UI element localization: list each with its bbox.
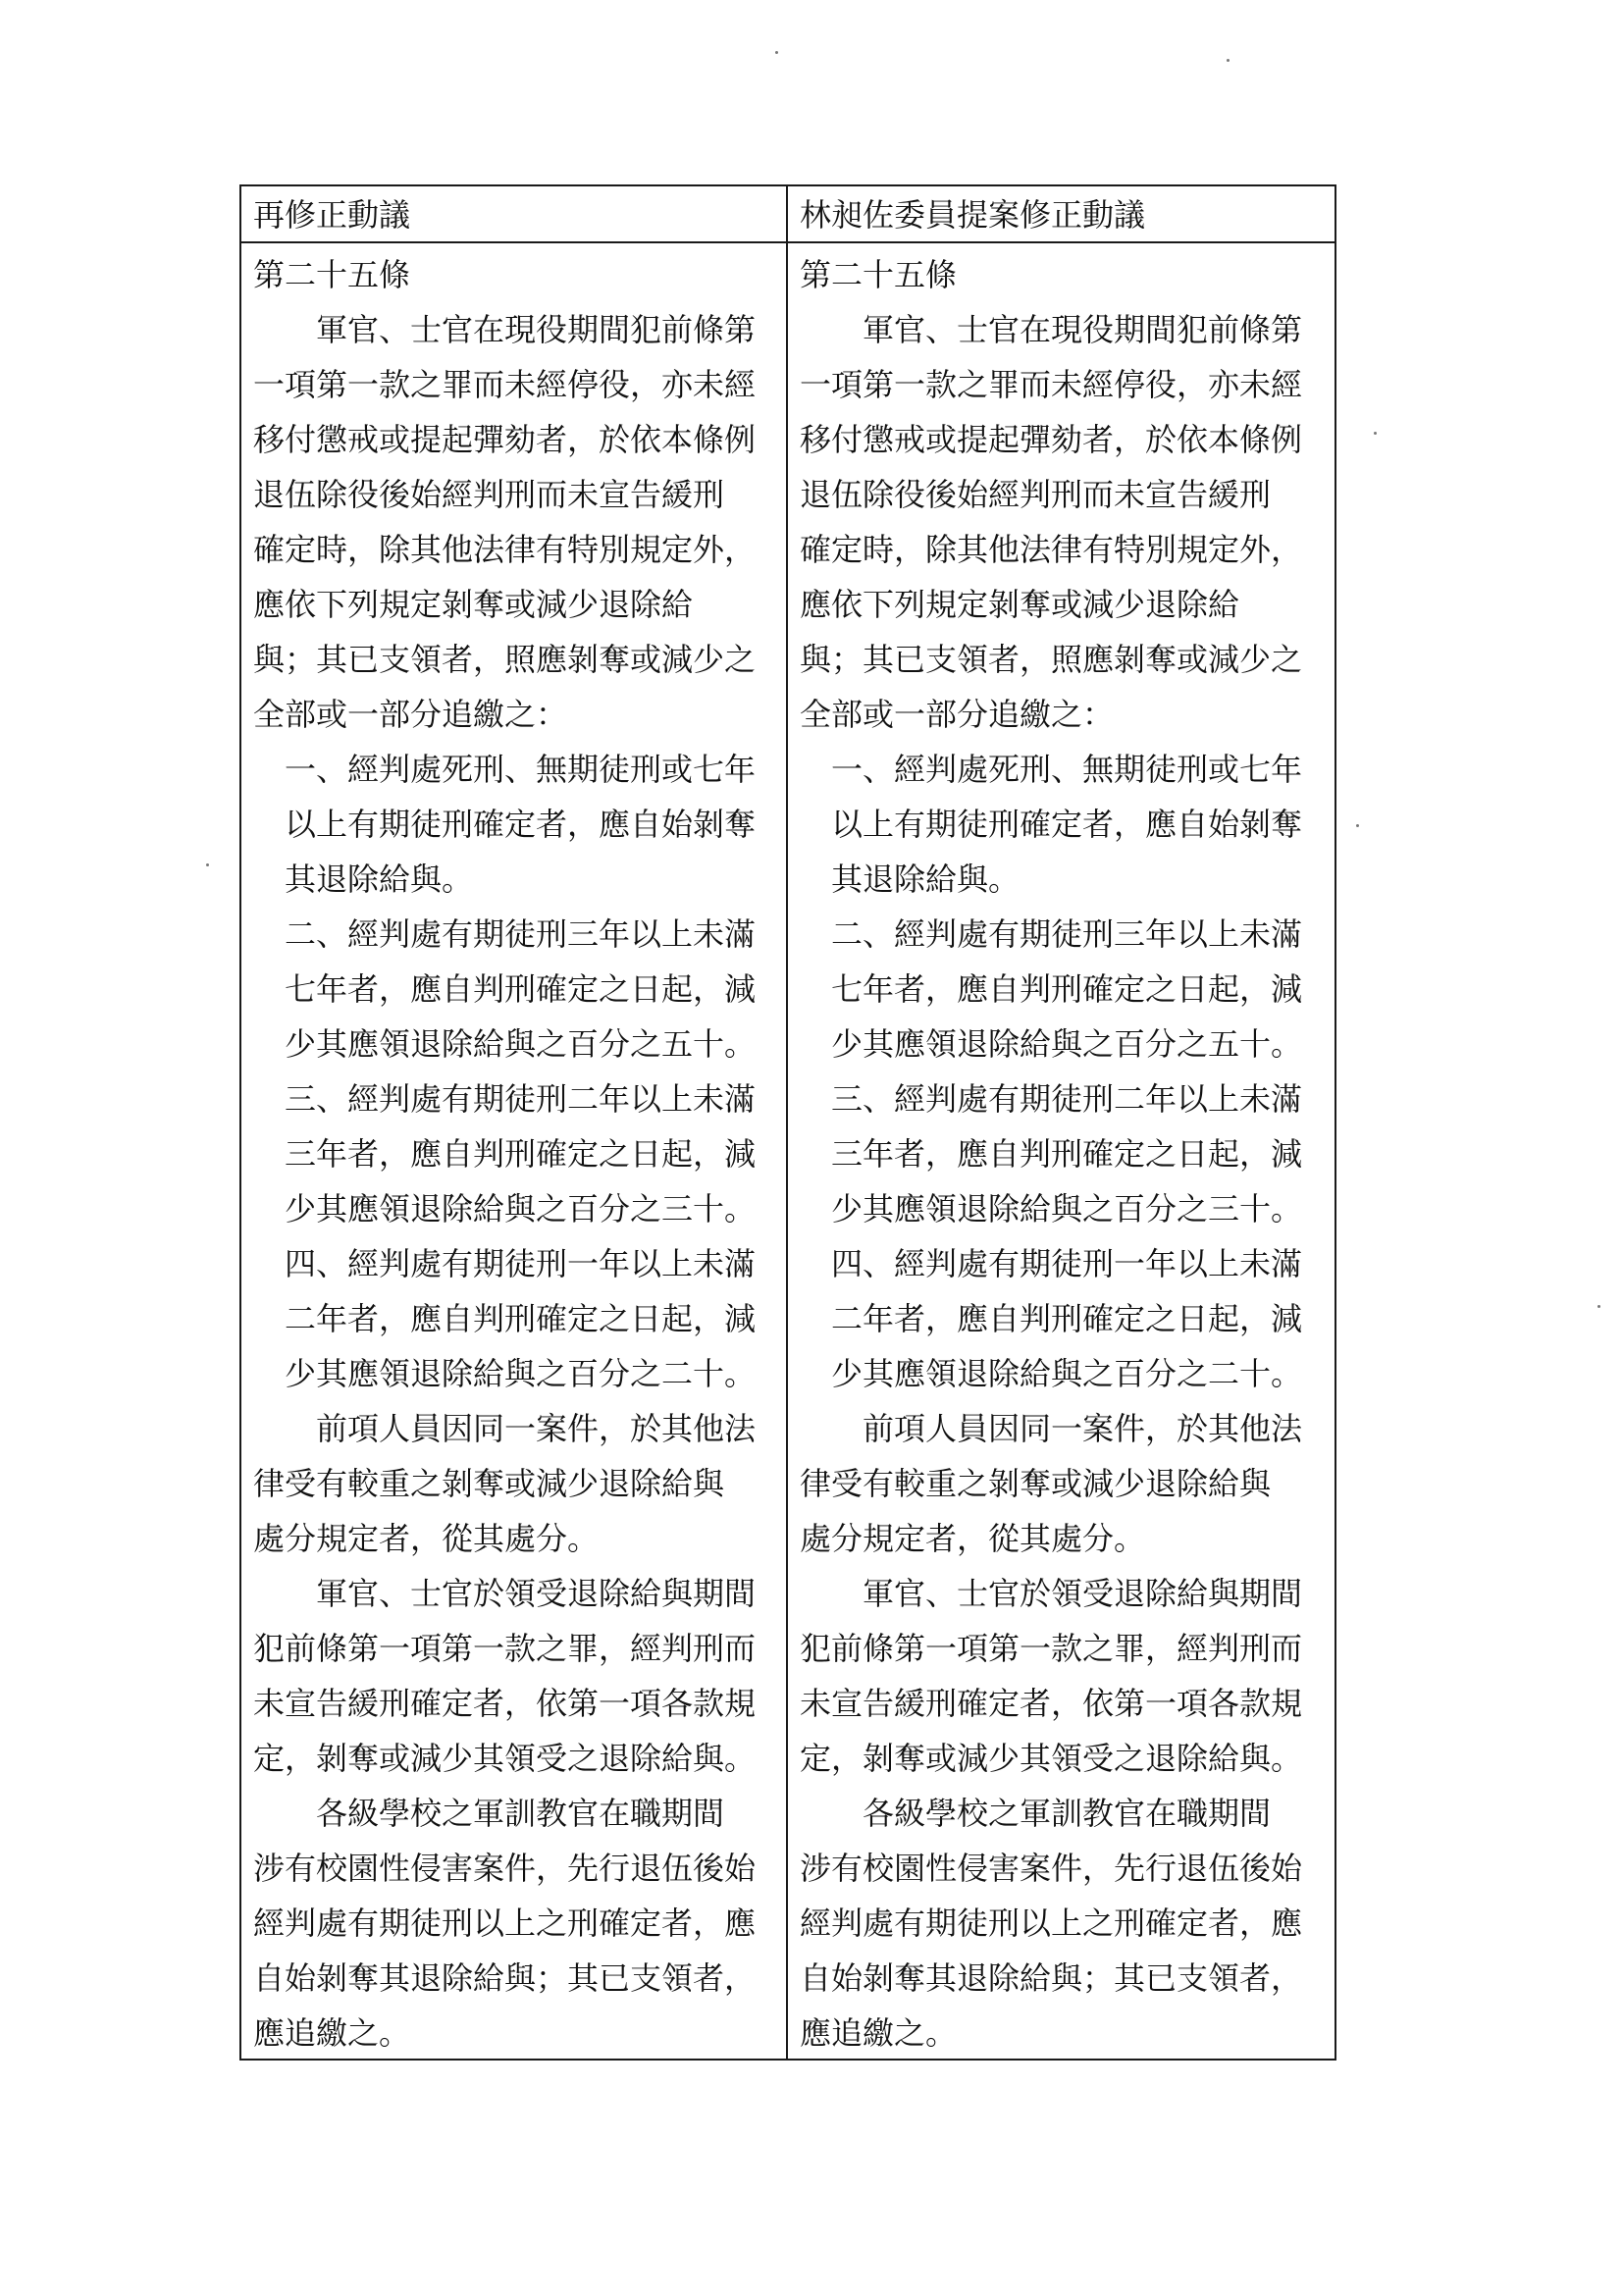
table-header-row: [241, 186, 1335, 243]
text-line: 各級學校之軍訓教官在職期間: [316, 1795, 725, 1832]
text-line: 一、經判處死刑、無期徒刑或七年: [285, 751, 757, 788]
text-line: 定，剝奪或減少其領受之退除給與。: [800, 1740, 1303, 1777]
text-line: 經判處有期徒刑以上之刑確定者，應: [800, 1905, 1303, 1942]
text-line: 處分規定者，從其處分。: [253, 1520, 600, 1557]
text-line: 其退除給與。: [831, 861, 1021, 898]
text-line: 三、經判處有期徒刑二年以上未滿: [285, 1080, 757, 1118]
header-cell-right: 林昶佐委員提案修正動議: [800, 196, 1146, 234]
text-line: 少其應領退除給與之百分之二十。: [285, 1355, 757, 1392]
comparison-table: [239, 184, 1336, 2061]
text-line: 二、經判處有期徒刑三年以上未滿: [285, 915, 757, 953]
scan-speck: [206, 863, 209, 866]
text-line: 應依下列規定剝奪或減少退除給: [800, 586, 1240, 623]
text-line: 自始剝奪其退除給與；其已支領者，: [800, 1959, 1303, 1997]
text-line: 確定時，除其他法律有特別規定外，: [800, 531, 1303, 568]
text-line: 前項人員因同一案件，於其他法: [863, 1410, 1303, 1447]
text-line: 軍官、士官在現役期間犯前條第: [863, 311, 1303, 348]
text-line: 與；其已支領者，照應剝奪或減少之: [253, 641, 757, 678]
text-line: 與；其已支領者，照應剝奪或減少之: [800, 641, 1303, 678]
text-line: 未宣告緩刑確定者，依第一項各款規: [253, 1685, 757, 1722]
text-line: 處分規定者，從其處分。: [800, 1520, 1146, 1557]
text-line: 以上有期徒刑確定者，應自始剝奪: [285, 806, 757, 843]
text-line: 七年者，應自判刑確定之日起，減: [285, 970, 757, 1008]
article-text-right: [788, 243, 1335, 2061]
scan-speck: [1227, 59, 1230, 62]
header-cell-left: 再修正動議: [241, 186, 788, 241]
text-line: 少其應領退除給與之百分之五十。: [831, 1025, 1303, 1063]
text-line: 二年者，應自判刑確定之日起，減: [831, 1300, 1303, 1337]
text-line: 一項第一款之罪而未經停役，亦未經: [253, 366, 757, 403]
text-line: 移付懲戒或提起彈劾者，於依本條例: [800, 421, 1303, 458]
text-line: 二、經判處有期徒刑三年以上未滿: [831, 915, 1303, 953]
text-line: 軍官、士官於領受退除給與期間: [863, 1575, 1303, 1612]
text-line: 定，剝奪或減少其領受之退除給與。: [253, 1740, 757, 1777]
scan-speck: [1374, 432, 1377, 435]
text-line: 三、經判處有期徒刑二年以上未滿: [831, 1080, 1303, 1118]
text-line: 未宣告緩刑確定者，依第一項各款規: [800, 1685, 1303, 1722]
text-line: 涉有校園性侵害案件，先行退伍後始: [253, 1850, 757, 1887]
text-line: 第二十五條: [253, 256, 411, 293]
scan-speck: [1356, 824, 1359, 827]
text-line: 少其應領退除給與之百分之三十。: [285, 1190, 757, 1227]
text-line: 自始剝奪其退除給與；其已支領者，: [253, 1959, 757, 1997]
text-line: 確定時，除其他法律有特別規定外，: [253, 531, 757, 568]
text-line: 犯前條第一項第一款之罪，經判刑而: [800, 1630, 1303, 1667]
text-line: 以上有期徒刑確定者，應自始剝奪: [831, 806, 1303, 843]
text-line: 全部或一部分追繳之：: [800, 696, 1115, 733]
text-line: 七年者，應自判刑確定之日起，減: [831, 970, 1303, 1008]
text-line: 三年者，應自判刑確定之日起，減: [831, 1135, 1303, 1173]
text-line: 四、經判處有期徒刑一年以上未滿: [285, 1245, 757, 1282]
text-line: 前項人員因同一案件，於其他法: [316, 1410, 757, 1447]
text-line: 一項第一款之罪而未經停役，亦未經: [800, 366, 1303, 403]
text-line: 軍官、士官在現役期間犯前條第: [316, 311, 757, 348]
text-line: 二年者，應自判刑確定之日起，減: [285, 1300, 757, 1337]
text-line: 其退除給與。: [285, 861, 474, 898]
text-line: 律受有較重之剝奪或減少退除給與: [253, 1465, 725, 1502]
text-line: 一、經判處死刑、無期徒刑或七年: [831, 751, 1303, 788]
text-line: 各級學校之軍訓教官在職期間: [863, 1795, 1272, 1832]
text-line: 退伍除役後始經判刑而未宣告緩刑: [253, 476, 725, 513]
text-line: 第二十五條: [800, 256, 958, 293]
text-line: 應追繳之。: [800, 2014, 958, 2052]
text-line: 三年者，應自判刑確定之日起，減: [285, 1135, 757, 1173]
text-line: 移付懲戒或提起彈劾者，於依本條例: [253, 421, 757, 458]
text-line: 應依下列規定剝奪或減少退除給: [253, 586, 694, 623]
text-line: 應追繳之。: [253, 2014, 411, 2052]
table-body-row: [241, 243, 1335, 2061]
text-line: 四、經判處有期徒刑一年以上未滿: [831, 1245, 1303, 1282]
text-line: 退伍除役後始經判刑而未宣告緩刑: [800, 476, 1272, 513]
text-line: 犯前條第一項第一款之罪，經判刑而: [253, 1630, 757, 1667]
text-line: 經判處有期徒刑以上之刑確定者，應: [253, 1905, 757, 1942]
text-line: 軍官、士官於領受退除給與期間: [316, 1575, 757, 1612]
text-line: 少其應領退除給與之百分之五十。: [285, 1025, 757, 1063]
text-line: 全部或一部分追繳之：: [253, 696, 568, 733]
scan-speck: [775, 51, 778, 54]
text-line: 少其應領退除給與之百分之三十。: [831, 1190, 1303, 1227]
text-line: 少其應領退除給與之百分之二十。: [831, 1355, 1303, 1392]
text-line: 涉有校園性侵害案件，先行退伍後始: [800, 1850, 1303, 1887]
text-line: 律受有較重之剝奪或減少退除給與: [800, 1465, 1272, 1502]
article-text-left: [241, 243, 788, 2061]
scan-speck: [1597, 1305, 1600, 1308]
